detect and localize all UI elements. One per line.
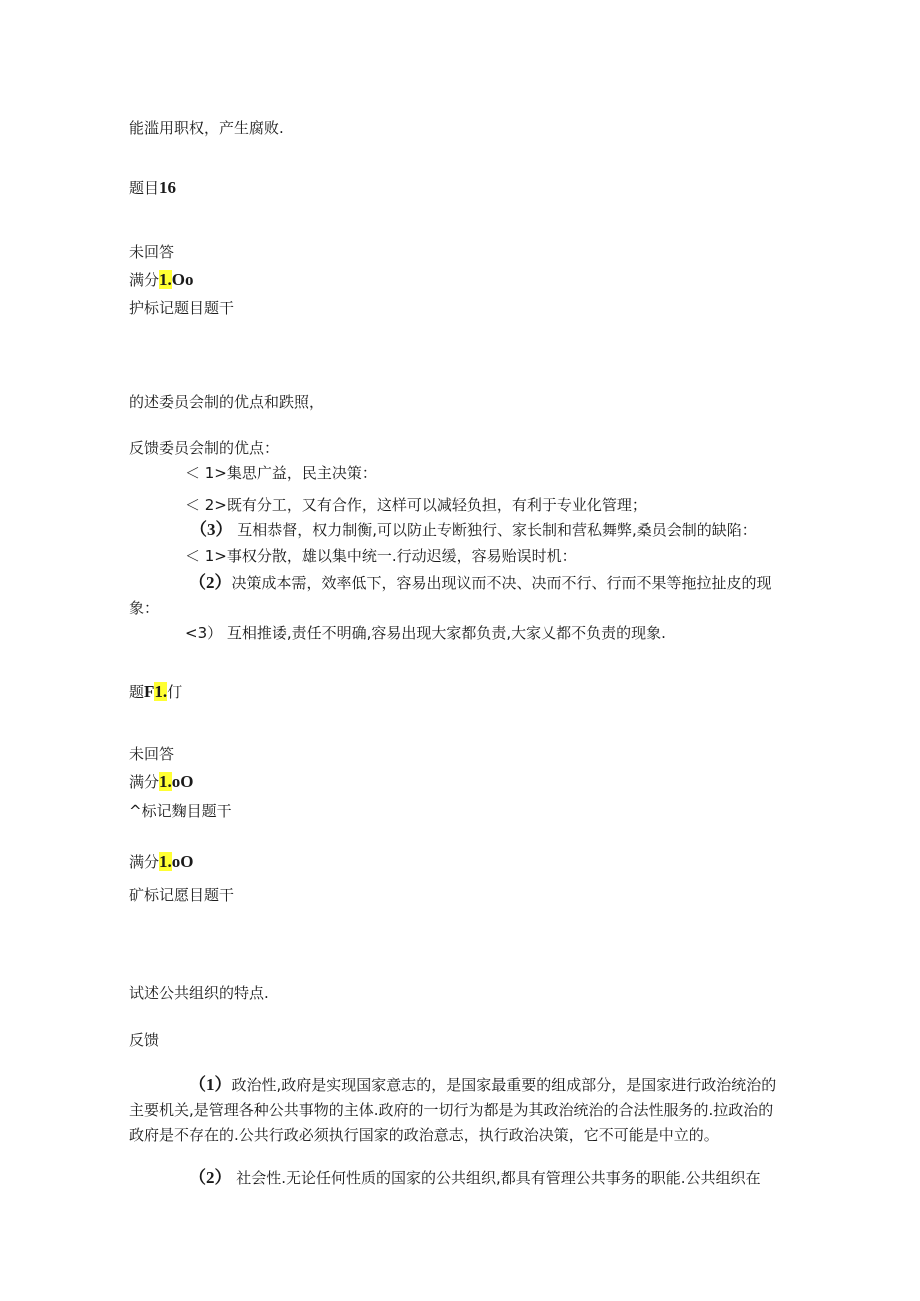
score-highlight: 1. <box>159 772 172 791</box>
item-number: （2） <box>189 1168 232 1187</box>
item-number: （3） <box>190 520 233 539</box>
score-prefix: 满分 <box>129 271 160 289</box>
question-number-16 <box>129 177 176 199</box>
score-rest: Oo <box>171 270 194 289</box>
question-prefix: 题目 <box>129 179 160 197</box>
answer-status: 未回答 <box>129 243 175 261</box>
score-highlight: 1. <box>159 852 172 871</box>
question-text: 试述公共组织的特点. <box>129 984 269 1002</box>
flag-question-link[interactable]: 护标记题目题干 <box>129 299 235 317</box>
feedback-item: <3） 互相推诿,责任不明确,容易出现大家都负责,大家乂都不负责的现象. <box>185 624 666 642</box>
question-number-bold: F <box>144 682 155 701</box>
score-rest: oO <box>171 772 194 791</box>
score-highlight: 1. <box>159 270 172 289</box>
item-text: 互相恭督，权力制衡,可以防止专断独行、家长制和营私舞弊,桑员会制的缺陷： <box>232 521 757 539</box>
feedback-item <box>129 570 779 621</box>
answer-status: 未回答 <box>129 745 175 763</box>
question-number-highlight: 1. <box>154 682 168 701</box>
text-line: 能滥用职权，产生腐败. <box>129 119 284 137</box>
item-number: （2） <box>189 573 232 592</box>
score-rest: oO <box>171 852 194 871</box>
item-text: 决策成本需，效率低下，容易出现议而不决、决而不行、行而不果等拖拉扯皮的现象： <box>129 574 772 617</box>
flag-question-link[interactable]: 矿标记愿目题干 <box>129 886 235 904</box>
score-prefix: 满分 <box>129 853 160 871</box>
feedback-heading: 反馈 <box>129 1031 160 1049</box>
feedback-paragraph <box>129 1072 779 1148</box>
flag-question-link[interactable]: ^标记麴目题干 <box>129 802 232 820</box>
question-text: 的述委员会制的优点和跌照， <box>129 393 325 411</box>
question-prefix: 题 <box>129 683 145 701</box>
score-label <box>129 269 194 291</box>
item-number: （1） <box>189 1075 232 1094</box>
item-text: 政治性,政府是实现国家意志的，是国家最重要的组成部分，是国家进行政治统治的主要机关,是管理各种公共事物的主体.政府的一切行为都是为其政治统治的合法性服务的.拉政治的政府是不存在的.公共行政必须执行国家的政治意志，执行政治决策，它不可能是中立的。 <box>129 1076 777 1144</box>
item-text: 社会性.无论任何性质的国家的公共组织,都具有管理公共事务的职能.公共组织在 <box>231 1169 761 1187</box>
score-label <box>129 771 194 793</box>
question-number-17 <box>129 681 182 703</box>
feedback-item: ＜ 1>事权分散，雄以集中统一.行动迟缓，容易贻误时机： <box>185 547 577 565</box>
feedback-item: ＜ 2>既有分工，又有合作，这样可以减轻负担，有利于专业化管理； <box>185 496 647 514</box>
question-number: 16 <box>159 178 177 197</box>
feedback-item <box>190 519 757 541</box>
feedback-paragraph <box>189 1167 761 1189</box>
feedback-item: ＜ 1>集思广益，民主决策： <box>185 464 377 482</box>
score-label <box>129 851 194 873</box>
score-prefix: 满分 <box>129 773 160 791</box>
question-number-rest: 仃 <box>167 683 183 701</box>
feedback-heading: 反馈委员会制的优点： <box>129 439 280 457</box>
